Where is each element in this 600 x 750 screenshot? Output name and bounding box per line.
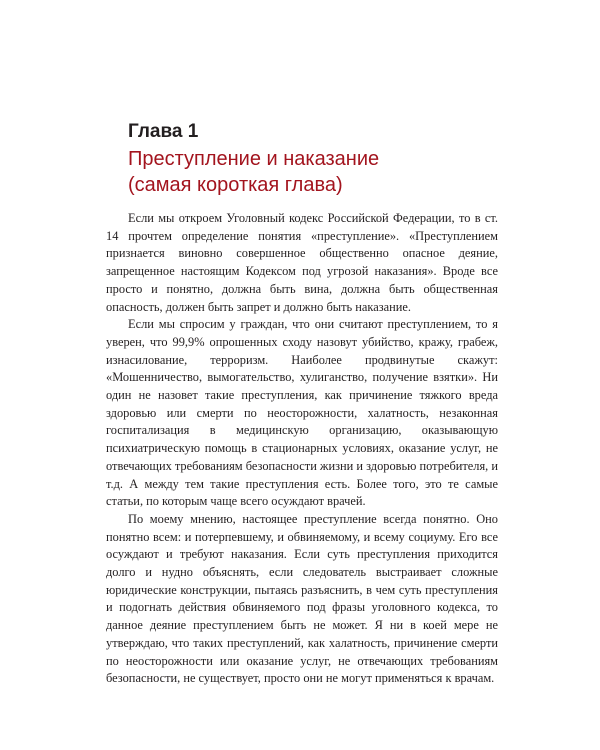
- chapter-title-line-1: Преступление и наказание: [128, 148, 380, 170]
- paragraph-3: По моему мнению, настоящее преступление всегда понятно. Оно понятно всем: и потерпевшему, и обвиняемому, и всему социуму. Его все осуждают и требуют наказания. Если суть преступления приходится долго и нудно объяснять, если следователь выстраивает сложные юридические конструкции, пытаясь разъяснить, в чем суть преступления и подогнать действия обвиняемого под фразы уголовного кодекса, то данное деяние преступлением быть не может. Я ни в коей мере не утверждаю, что таких преступлений, как халатность, причинение смерти по неосторожности или оказание услуг, не отвечающих требованиям безопасности, не существует, просто они не могут применяться к врачам.: [106, 511, 498, 686]
- chapter-title-line-2: (самая короткая глава): [128, 174, 343, 196]
- paragraph-2: Если мы спросим у граждан, что они считают преступлением, то я уверен, что 99,9% опрошенных сходу назовут убийство, кражу, грабеж, изнасилование, терроризм. Наиболее продвинутые скажут: «Мошенничество, вымогательство, хулиганство, получение взятки». Ни один не назовет такие преступления, как причинение тяжкого вреда здоровью или смерти по неосторожности, халатность, незаконная госпитализация в медицинскую организацию, оказывающую психиатрическую помощь в стационарных условиях, оказание услуг, не отвечающих требованиям безопасности жизни и здоровью потребителя, и т.д. А между тем такие преступления есть. Более того, это те самые статьи, по которым чаще всего осуждают врачей.: [106, 317, 499, 509]
- chapter-body: [106, 210, 498, 688]
- chapter-title: [128, 146, 488, 198]
- paragraph-1: Если мы откроем Уголовный кодекс Российской Федерации, то в ст. 14 прочтем определение понятия «преступление». «Преступлением признается виновно совершенное общественно опасное деяние, запрещенное настоящим Кодексом под угрозой наказания». Вроде все просто и понятно, должна быть вина, должна быть общественная опасность, должен быть запрет и должно быть наказание.: [106, 211, 498, 314]
- chapter-number: Глава 1: [128, 121, 199, 142]
